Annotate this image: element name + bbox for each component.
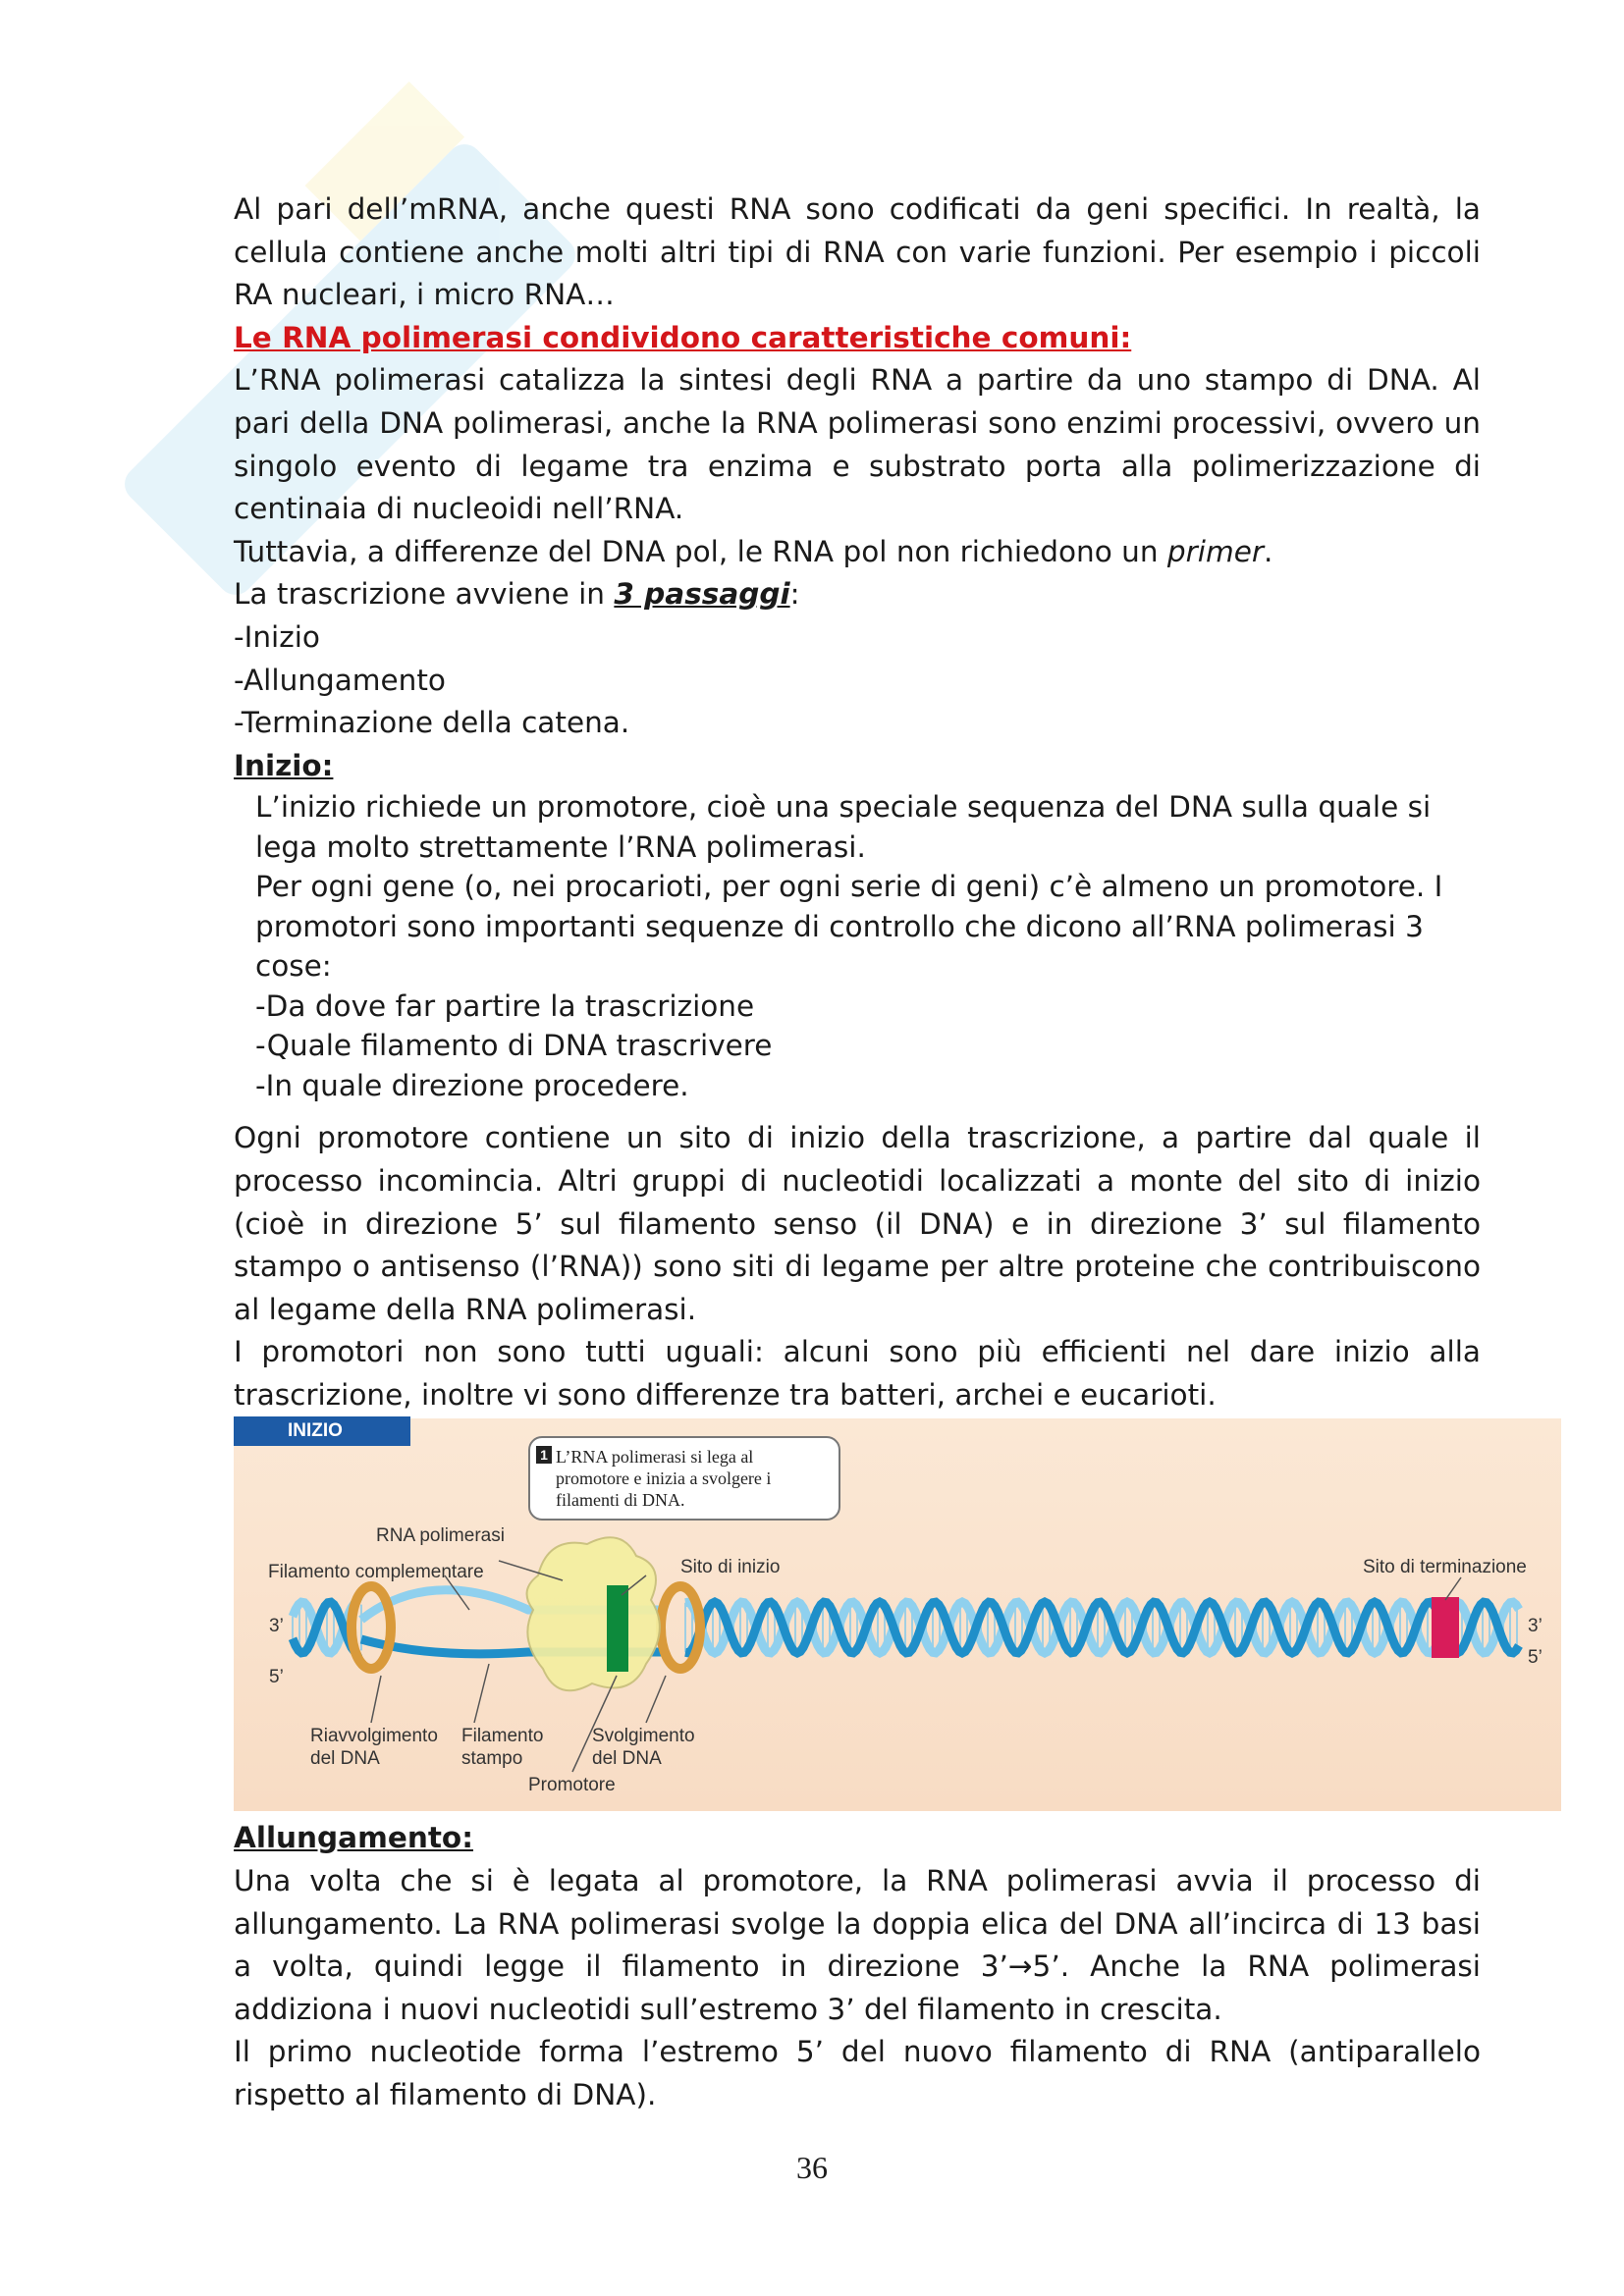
steps-line-text: La trascrizione avviene in bbox=[234, 577, 615, 612]
callout-text: L’RNA polimerasi si lega al promotore e inizia a svolgere i filamenti di DNA. bbox=[556, 1447, 772, 1511]
document-body bbox=[234, 188, 1543, 2117]
primer-term: primer bbox=[1166, 534, 1264, 568]
rna-polymerase bbox=[527, 1538, 660, 1691]
primer-line-end: . bbox=[1263, 534, 1273, 568]
label-svolgimento: Svolgimento del DNA bbox=[592, 1726, 695, 1770]
label-rna-polimerasi: RNA polimerasi bbox=[376, 1525, 505, 1547]
label-3-right: 3’ bbox=[1528, 1616, 1543, 1637]
steps-line-end: : bbox=[789, 577, 800, 612]
rewinding-ring bbox=[352, 1586, 391, 1669]
polimerasi-paragraph: L’RNA polimerasi catalizza la sintesi degli RNA a partire da uno stampo di DNA. Al pari della DNA polimerasi, anche la RNA polimerasi sono enzimi processivi, ovvero un singolo evento di legame tra enzima e substrato porta alla polimerizzazione di centinaia di nucleoidi nell’RNA. bbox=[234, 363, 1481, 526]
step-item: -Inizio bbox=[234, 619, 320, 654]
figure-tag: INIZIO bbox=[234, 1416, 410, 1446]
promoter-item: -Da dove far partire la trascrizione bbox=[255, 988, 755, 1023]
page-number: 36 bbox=[796, 2150, 828, 2185]
label-3-left: 3’ bbox=[269, 1616, 284, 1637]
termination-site bbox=[1432, 1597, 1459, 1658]
promoter-region bbox=[607, 1585, 628, 1672]
label-promotore: Promotore bbox=[528, 1775, 616, 1796]
callout-number: 1 bbox=[536, 1446, 552, 1464]
promotori-paragraph: I promotori non sono tutti uguali: alcuni sono più efficienti nel dare inizio alla trascrizione, inoltre vi sono differenze tra batteri, archei e eucarioti. bbox=[234, 1335, 1481, 1412]
steps-line bbox=[234, 573, 1481, 616]
promoter-item: -In quale direzione procedere. bbox=[255, 1068, 689, 1102]
transcription-initiation-figure bbox=[234, 1418, 1561, 1811]
section-heading-polimerasi: Le RNA polimerasi condividono caratteristiche comuni: bbox=[234, 320, 1132, 354]
primer-line bbox=[234, 531, 1481, 574]
allungamento-paragraph: Una volta che si è legata al promotore, la RNA polimerasi avvia il processo di allungamento. La RNA polimerasi svolge la doppia elica del DNA all’incirca di 13 basi a volta, quindi legge il filamento in direzione 3’→5’. Anche la RNA polimerasi addiziona i nuovi nucleotidi sull’estremo 3’ del filamento in crescita. bbox=[234, 1864, 1481, 2026]
label-5-right: 5’ bbox=[1528, 1647, 1543, 1669]
intro-paragraph: Al pari dell’mRNA, anche questi RNA sono codificati da geni specifici. In realtà, la cellula contiene anche molti altri tipi di RNA con varie funzioni. Per esempio i piccoli RA nucleari, i micro RNA… bbox=[234, 192, 1481, 312]
step-item: -Allungamento bbox=[234, 663, 446, 697]
section-heading-allungamento: Allungamento: bbox=[234, 1821, 473, 1855]
label-sito-inizio: Sito di inizio bbox=[680, 1557, 781, 1578]
dna-helix bbox=[293, 1602, 1519, 1653]
label-5-left: 5’ bbox=[269, 1667, 284, 1688]
allungamento-paragraph: Il primo nucleotide forma l’estremo 5’ del nuovo filamento di RNA (antiparallelo rispetto al filamento di DNA). bbox=[234, 2035, 1481, 2112]
inizio-paragraph: Per ogni gene (o, nei procarioti, per ogni serie di geni) c’è almeno un promotore. I promotori sono importanti sequenze di controllo che dicono all’RNA polimerasi 3 cose: bbox=[255, 870, 1443, 984]
inizio-paragraph: L’inizio richiede un promotore, cioè una speciale sequenza del DNA sulla quale si lega molto strettamente l’RNA polimerasi. bbox=[255, 790, 1432, 864]
inizio-block bbox=[234, 787, 1481, 1105]
section-heading-inizio: Inizio: bbox=[234, 748, 334, 782]
promotore-paragraph: Ogni promotore contiene un sito di inizio della trascrizione, a partire dal quale il processo incomincia. Altri gruppi di nucleotidi localizzati a monte del sito di inizio (cioè in direzione 5’ sul filamento senso (il DNA) e in direzione 3’ sul filamento stampo o antisenso (l’RNA)) sono siti di legame per altre proteine che contribuiscono al legame della RNA polimerasi. bbox=[234, 1121, 1481, 1326]
label-sito-terminazione: Sito di terminazione bbox=[1363, 1557, 1527, 1578]
unwinding-ring bbox=[661, 1586, 700, 1669]
callout-box bbox=[528, 1436, 840, 1521]
steps-count: 3 passaggi bbox=[614, 577, 790, 612]
label-riavvolgimento: Riavvolgimento del DNA bbox=[310, 1726, 438, 1770]
label-filamento-stampo: Filamento stampo bbox=[461, 1726, 544, 1770]
primer-line-text: Tuttavia, a differenze del DNA pol, le RNA pol non richiedono un bbox=[234, 534, 1167, 568]
promoter-item: -Quale filamento di DNA trascrivere bbox=[255, 1029, 773, 1063]
label-filamento-complementare: Filamento complementare bbox=[268, 1562, 484, 1583]
step-item: -Terminazione della catena. bbox=[234, 706, 630, 740]
